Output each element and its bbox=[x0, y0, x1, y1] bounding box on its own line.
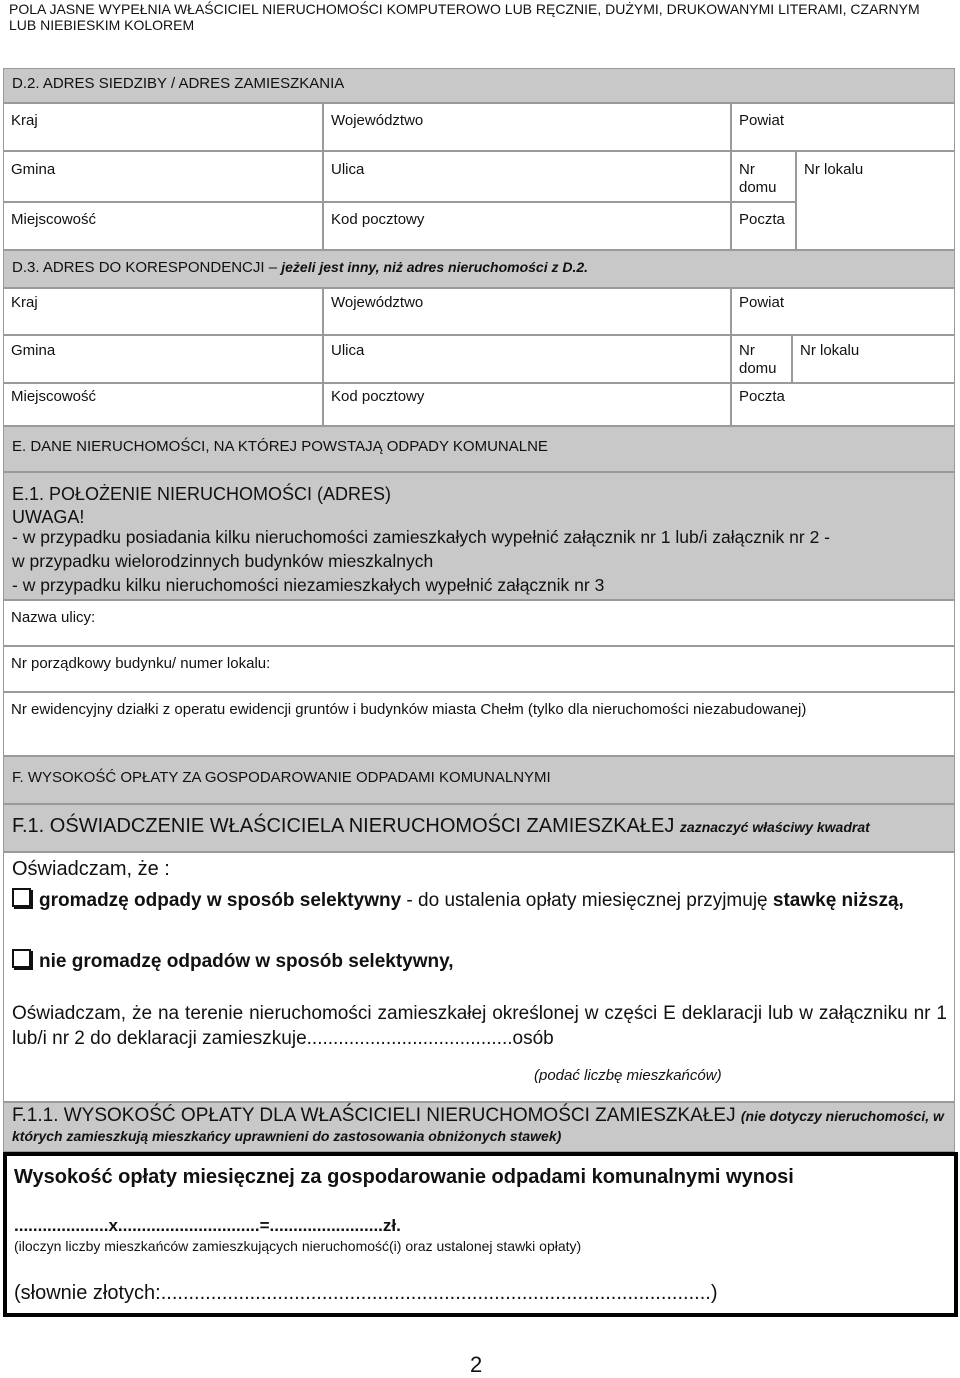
d3-gmina-label: Gmina bbox=[11, 342, 56, 359]
section-d2-title: D.2. ADRES SIEDZIBY / ADRES ZAMIESZKANIA bbox=[12, 75, 345, 92]
d2-nr-lokalu-label: Nr lokalu bbox=[804, 161, 864, 178]
d2-gmina-field[interactable] bbox=[3, 151, 323, 202]
nr-ewidencyjny-field[interactable] bbox=[3, 692, 955, 756]
fee-box-title: Wysokość opłaty miesięcznej za gospodarowanie odpadami komunalnymi wynosi bbox=[14, 1166, 794, 1188]
section-e1-title: E.1. POŁOŻENIE NIERUCHOMOŚCI (ADRES) bbox=[12, 484, 392, 504]
d2-kod-field[interactable] bbox=[323, 202, 731, 250]
section-f11-title bbox=[12, 1106, 947, 1146]
d3-poczta-field[interactable] bbox=[731, 383, 955, 426]
option-non-selective[interactable] bbox=[12, 949, 454, 973]
checkbox-non-selective[interactable] bbox=[12, 949, 31, 968]
uwaga-line-2: w przypadku wielorodzinnych budynków mieszkalnych bbox=[12, 551, 434, 571]
d2-wojewodztwo-label: Województwo bbox=[331, 112, 424, 129]
d2-powiat-label: Powiat bbox=[739, 112, 785, 129]
d2-powiat-field[interactable] bbox=[731, 103, 955, 151]
d3-powiat-field[interactable] bbox=[731, 288, 955, 335]
section-f1-title-text: F.1. OŚWIADCZENIE WŁAŚCICIELA NIERUCHOMOŚCI ZAMIESZKAŁEJ bbox=[12, 815, 675, 837]
uwaga-line-1: - w przypadku posiadania kilku nieruchomości zamieszkałych wypełnić załącznik nr 1 lub/i załącznik nr 2 - bbox=[12, 527, 830, 547]
residents-hint: (podać liczbę mieszkańców) bbox=[534, 1067, 722, 1084]
d2-ulica-label: Ulica bbox=[331, 161, 365, 178]
d2-nr-domu-label: Nr domu bbox=[739, 161, 777, 196]
opt2-text: nie gromadzę odpadów w sposób selektywny, bbox=[39, 951, 454, 972]
section-e-title: E. DANE NIERUCHOMOŚCI, NA KTÓREJ POWSTAJĄ ODPADY KOMUNALNE bbox=[12, 438, 548, 455]
d3-poczta-label: Poczta bbox=[739, 388, 785, 405]
d3-kod-field[interactable] bbox=[323, 383, 731, 426]
uwaga-line-3: - w przypadku kilku nieruchomości niezamieszkałych wypełnić załącznik nr 3 bbox=[12, 575, 605, 595]
section-d3-title: D.3. ADRES DO KORESPONDENCJI – jeżeli jest inny, niż adres nieruchomości z D.2. bbox=[12, 259, 589, 276]
option-selective[interactable] bbox=[12, 888, 947, 913]
opt1-bold-text: gromadzę odpady w sposób selektywny bbox=[39, 890, 402, 911]
d3-ulica-field[interactable] bbox=[323, 335, 731, 383]
section-e1-header bbox=[3, 472, 955, 600]
fee-in-words[interactable]: (słownie złotych:...................................................................................................) bbox=[14, 1282, 718, 1304]
d3-kod-label: Kod pocztowy bbox=[331, 388, 425, 405]
checkbox-selective[interactable] bbox=[12, 888, 31, 907]
d2-poczta-field[interactable] bbox=[731, 202, 796, 250]
section-f11-note: (nie dotyczy nieruchomości, w których zamieszkują mieszkańcy uprawnieni do zastosowania obniżonych stawek) bbox=[12, 1108, 944, 1144]
section-f1-note: zaznaczyć właściwy kwadrat bbox=[679, 819, 870, 835]
d2-wojewodztwo-field[interactable] bbox=[323, 103, 731, 151]
section-d3-header bbox=[3, 250, 955, 288]
d3-nr-lokalu-label: Nr lokalu bbox=[800, 342, 860, 359]
d2-nr-domu-field[interactable] bbox=[731, 151, 796, 202]
section-f1-title bbox=[12, 815, 870, 838]
nazwa-ulicy-label: Nazwa ulicy: bbox=[11, 609, 96, 626]
uwaga-label: UWAGA! bbox=[12, 507, 85, 527]
fee-box bbox=[3, 1152, 958, 1317]
section-f-title: F. WYSOKOŚĆ OPŁATY ZA GOSPODAROWANIE ODPADAMI KOMUNALNYMI bbox=[12, 769, 551, 786]
d3-gmina-field[interactable] bbox=[3, 335, 323, 383]
opt1-text: - do ustalenia opłaty miesięcznej przyjmuję bbox=[401, 890, 773, 911]
d3-kraj-label: Kraj bbox=[11, 294, 38, 311]
d3-nr-domu-field[interactable] bbox=[731, 335, 792, 383]
d2-nr-lokalu-field[interactable] bbox=[796, 151, 955, 250]
section-f11-title-text: F.1.1. WYSOKOŚĆ OPŁATY DLA WŁAŚCICIELI NIERUCHOMOŚCI ZAMIESZKAŁEJ bbox=[12, 1105, 736, 1126]
section-e-header bbox=[3, 426, 955, 472]
nr-porzadkowy-field[interactable] bbox=[3, 646, 955, 692]
section-f11-header bbox=[3, 1102, 955, 1152]
section-d3-note: jeżeli jest inny, niż adres nieruchomości z D.2. bbox=[281, 259, 589, 275]
f1-declaration-box bbox=[3, 852, 955, 1102]
d2-miejscowosc-label: Miejscowość bbox=[11, 211, 97, 228]
d3-kraj-field[interactable] bbox=[3, 288, 323, 335]
fee-formula-note: (iloczyn liczby mieszkańców zamieszkujących nieruchomość(i) oraz ustalonej stawki opłaty) bbox=[14, 1238, 582, 1254]
residents-declaration: Oświadczam, że na terenie nieruchomości zamieszkałej określonej w części E deklaracji lub w załączniku nr 1 lub/i nr 2 do deklaracji zamieszkuje.......................................osób bbox=[12, 1003, 947, 1049]
d2-kraj-label: Kraj bbox=[11, 112, 38, 129]
nazwa-ulicy-field[interactable] bbox=[3, 600, 955, 646]
d3-nr-domu-label: Nr domu bbox=[739, 342, 777, 377]
d3-miejscowosc-field[interactable] bbox=[3, 383, 323, 426]
section-f-header bbox=[3, 756, 955, 804]
fee-formula[interactable]: ....................x..............................=........................zł. bbox=[14, 1216, 401, 1235]
d2-gmina-label: Gmina bbox=[11, 161, 56, 178]
d2-ulica-field[interactable] bbox=[323, 151, 731, 202]
d3-wojewodztwo-field[interactable] bbox=[323, 288, 731, 335]
d2-kraj-field[interactable] bbox=[3, 103, 323, 151]
d3-miejscowosc-label: Miejscowość bbox=[11, 388, 97, 405]
d2-miejscowosc-field[interactable] bbox=[3, 202, 323, 250]
section-d2-header bbox=[3, 68, 955, 103]
page-number: 2 bbox=[470, 1352, 483, 1377]
d3-wojewodztwo-label: Województwo bbox=[331, 294, 424, 311]
d2-poczta-label: Poczta bbox=[739, 211, 785, 228]
opt1-bold2-text: stawkę niższą, bbox=[772, 890, 904, 911]
nr-ewidencyjny-label: Nr ewidencyjny działki z operatu ewidencji gruntów i budynków miasta Chełm (tylko dla nieruchomości niezabudowanej) bbox=[11, 701, 807, 718]
d3-nr-lokalu-field[interactable] bbox=[792, 335, 955, 383]
d3-powiat-label: Powiat bbox=[739, 294, 785, 311]
oswiadczam-label: Oświadczam, że : bbox=[12, 858, 170, 880]
d3-ulica-label: Ulica bbox=[331, 342, 365, 359]
form-instruction: POLA JASNE WYPEŁNIA WŁAŚCICIEL NIERUCHOMOŚCI KOMPUTEROWO LUB RĘCZNIE, DUŻYMI, DRUKOWANYMI LITERAMI, CZARNYM LUB NIEBIESKIM KOLOREM bbox=[9, 1, 920, 33]
section-d3-title-text: D.3. ADRES DO KORESPONDENCJI bbox=[12, 259, 265, 276]
section-f1-header bbox=[3, 804, 955, 852]
d2-kod-label: Kod pocztowy bbox=[331, 211, 425, 228]
nr-porzadkowy-label: Nr porządkowy budynku/ numer lokalu: bbox=[11, 655, 271, 672]
